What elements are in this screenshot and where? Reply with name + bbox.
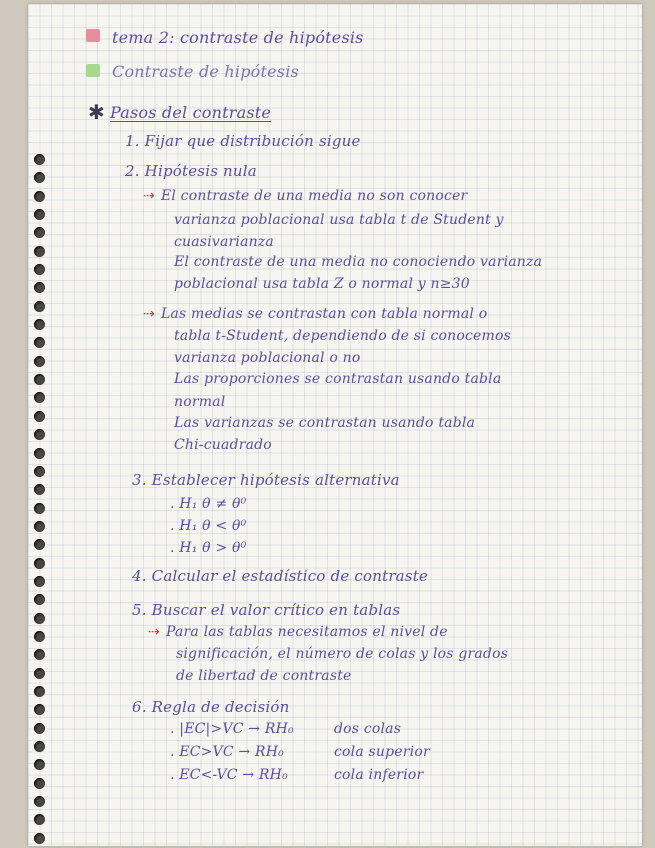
note-text: El contraste de una media no son conocer	[160, 188, 468, 204]
binding-hole	[34, 631, 45, 642]
pink-highlight-marker	[86, 29, 100, 42]
step-2-note-b-line-4: Las proporciones se contrastan usando tabla	[174, 371, 502, 387]
step-2: 2. Hipótesis nula	[125, 162, 257, 180]
binding-hole	[34, 301, 45, 312]
step-2-note-a-line-3: cuasivarianza	[174, 234, 274, 250]
binding-hole	[34, 778, 45, 789]
binding-hole	[34, 558, 45, 569]
binding-hole	[34, 429, 45, 440]
red-arrow-icon: ⇢	[143, 306, 155, 322]
step-2-note-b-line-6: Las varianzas se contrastan usando tabla	[174, 415, 476, 431]
step-5: 5. Buscar el valor crítico en tablas	[132, 601, 401, 619]
binding-hole	[34, 154, 45, 165]
binding-hole	[34, 484, 45, 495]
page-title: tema 2: contraste de hipótesis	[112, 28, 364, 47]
binding-hole	[34, 704, 45, 715]
binding-hole	[34, 282, 45, 293]
binding-hole	[34, 227, 45, 238]
step-2-note-a-line-2: varianza poblacional usa tabla t de Student y	[174, 212, 504, 228]
step-3-item-2: . H₁ θ < θ⁰	[170, 518, 247, 534]
step-2-note-b-line-7: Chi-cuadrado	[174, 437, 272, 453]
binding-hole	[34, 833, 45, 844]
step-6-rule-3-note: cola inferior	[334, 767, 424, 783]
binding-hole	[34, 686, 45, 697]
step-2-note-a-line-1	[143, 188, 467, 204]
step-2-note-b-line-1	[143, 306, 487, 322]
binding-hole	[34, 668, 45, 679]
step-6-rule-2: . EC>VC → RH₀	[170, 744, 284, 760]
step-6: 6. Regla de decisión	[132, 698, 290, 716]
step-2-note-b-line-2: tabla t-Student, dependiendo de si conocemos	[174, 328, 512, 344]
step-5-note-line-2: significación, el número de colas y los grados	[176, 646, 509, 662]
spiral-binding	[34, 154, 48, 844]
binding-hole	[34, 172, 45, 183]
red-arrow-icon: ⇢	[143, 188, 155, 204]
step-2-note-a-line-5: poblacional usa tabla Z o normal y n≥30	[174, 276, 470, 292]
notebook-page	[28, 4, 642, 846]
binding-hole	[34, 649, 45, 660]
binding-hole	[34, 191, 45, 202]
note-text: Para las tablas necesitamos el nivel de	[165, 624, 448, 640]
section-heading: Pasos del contraste	[110, 103, 272, 122]
binding-hole	[34, 613, 45, 624]
binding-hole	[34, 392, 45, 403]
step-6-rule-3: . EC<-VC → RH₀	[170, 767, 288, 783]
binding-hole	[34, 319, 45, 330]
binding-hole	[34, 503, 45, 514]
step-1: 1. Fijar que distribución sigue	[125, 132, 361, 150]
green-highlight-marker	[86, 64, 100, 77]
step-5-note-line-1	[148, 624, 448, 640]
step-6-rule-2-note: cola superior	[334, 744, 430, 760]
binding-hole	[34, 246, 45, 257]
step-6-rule-1-note: dos colas	[334, 721, 402, 737]
step-2-note-b-line-3: varianza poblacional o no	[174, 350, 361, 366]
step-6-rule-1: . |EC|>VC → RH₀	[170, 721, 294, 737]
binding-hole	[34, 723, 45, 734]
binding-hole	[34, 356, 45, 367]
binding-hole	[34, 521, 45, 532]
binding-hole	[34, 411, 45, 422]
red-arrow-icon: ⇢	[148, 624, 160, 640]
star-bullet-icon: ✱	[88, 100, 105, 124]
binding-hole	[34, 594, 45, 605]
binding-hole	[34, 374, 45, 385]
note-text: Las medias se contrastan con tabla normal o	[160, 306, 488, 322]
binding-hole	[34, 209, 45, 220]
binding-hole	[34, 448, 45, 459]
step-4: 4. Calcular el estadístico de contraste	[132, 567, 429, 585]
page-subtitle: Contraste de hipótesis	[112, 62, 299, 81]
step-3-item-3: . H₁ θ > θ⁰	[170, 540, 247, 556]
binding-hole	[34, 796, 45, 807]
step-5-note-line-3: de libertad de contraste	[176, 668, 352, 684]
step-3: 3. Establecer hipótesis alternativa	[132, 471, 400, 489]
binding-hole	[34, 814, 45, 825]
binding-hole	[34, 264, 45, 275]
step-2-note-b-line-5: normal	[174, 394, 226, 410]
binding-hole	[34, 337, 45, 348]
step-2-note-a-line-4: El contraste de una media no conociendo varianza	[174, 254, 543, 270]
binding-hole	[34, 466, 45, 477]
binding-hole	[34, 741, 45, 752]
binding-hole	[34, 539, 45, 550]
step-3-item-1: . H₁ θ ≠ θ⁰	[170, 496, 247, 512]
binding-hole	[34, 576, 45, 587]
binding-hole	[34, 759, 45, 770]
